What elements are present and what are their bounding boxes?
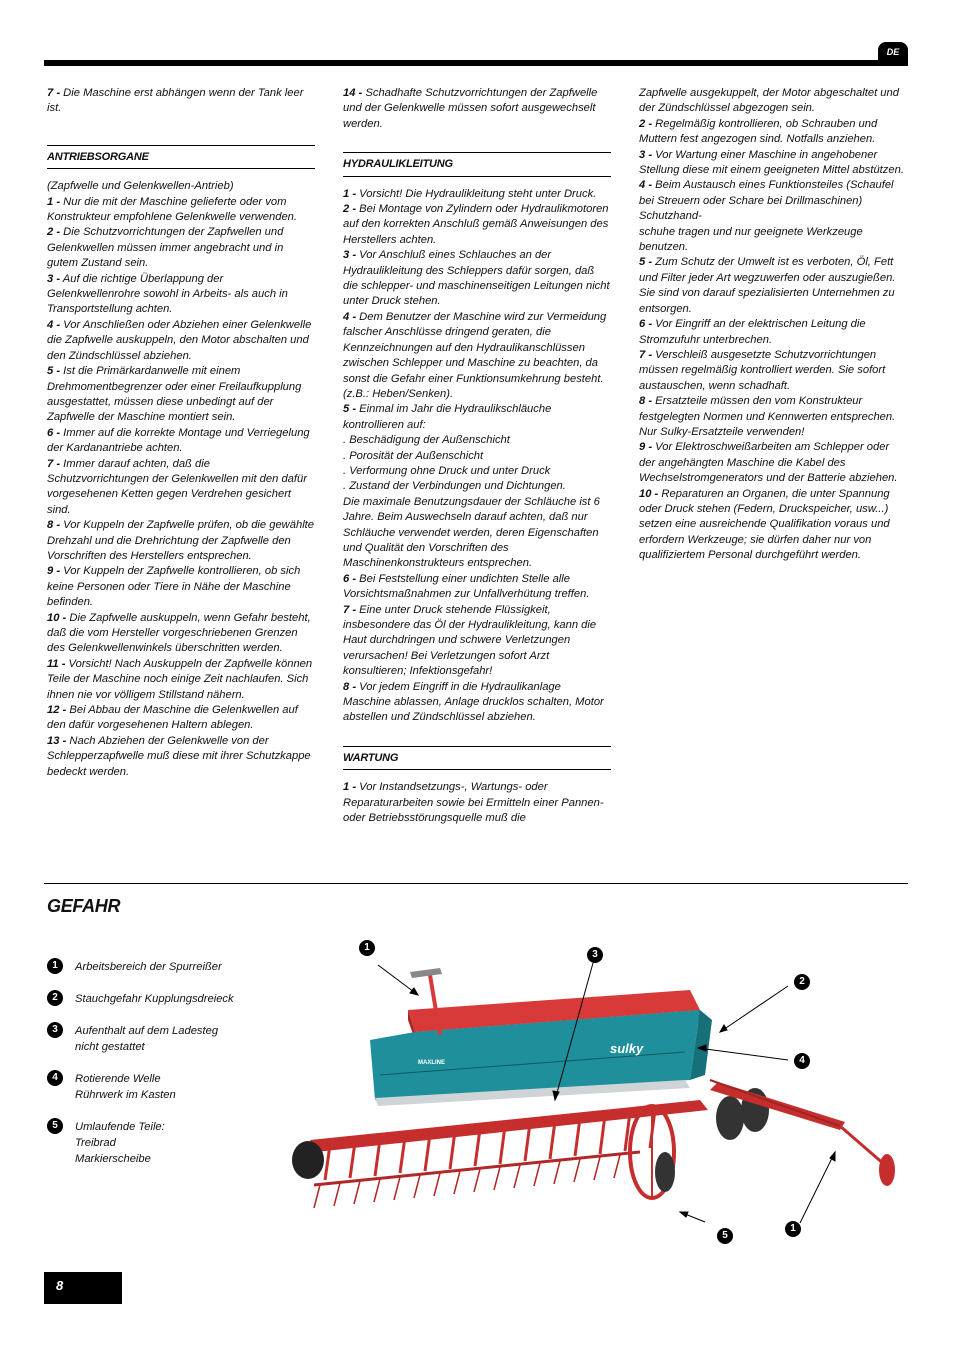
list-item: 3 - Vor Wartung einer Maschine in angehobener Stellung diese mit einem geeigneten Mittel abstützen.	[639, 148, 904, 177]
callout-1-marker-right: 1	[785, 1221, 801, 1237]
list-item: 7 - Eine unter Druck stehende Flüssigkeit, insbesondere das Öl der Hydraulikleitung, kann die Haut durchdringen und schwere Verletzungen verursachen! Bei Verletzungen sofort Arzt konsultieren; Infektionsgefahr!	[343, 603, 597, 678]
page-number: 8	[44, 1272, 122, 1304]
list-item: 4 - Dem Benutzer der Maschine wird zur Vermeidung falscher Anschlüsse dringend geraten, die Kennzeichnungen auf den Hydraulikanschlüssen zwischen Schlepper und Maschine zu beachten, da sonst die Gefahr einer Funktionsumkehrung besteht. (z.B.: Heben/Senken).	[343, 310, 607, 400]
check-item: . Verformung ohne Druck und unter Druck	[343, 464, 551, 477]
wartung-list-2	[639, 255, 907, 563]
legend-text: Aufenthalt auf dem Ladesteg nicht gestattet	[75, 1025, 219, 1053]
list-item: 5 - Ist die Primärkardanwelle mit einem Drehmomentbegrenzer oder einer Freilaufkupplung ausgestattet, müssen diese unbedingt auf der Zapfwelle der Maschine montiert sein.	[47, 365, 302, 424]
intro-text: (Zapfwelle und Gelenkwellen-Antrieb)	[47, 180, 234, 193]
check-item: . Beschädigung der Außenschicht	[343, 434, 510, 447]
list-item: 13 - Nach Abziehen der Gelenkwelle von der Schlepperzapfwelle muß diese mit ihrer Schutzkappe bedeckt werden.	[47, 734, 311, 778]
header-rule	[44, 60, 908, 66]
list-item: 5 - Einmal im Jahr die Hydraulikschläuche kontrollieren auf:	[343, 403, 552, 431]
list-item: 5 - Zum Schutz der Umwelt ist es verboten, Öl, Fett und Filter jeder Art wegzuwerfen oder auszugießen. Sie sind von darauf spezialisierten Unternehmen zu entsorgen.	[639, 256, 896, 315]
section-heading-antriebsorgane: ANTRIEBSORGANE	[47, 145, 315, 169]
list-item: 4 - Vor Anschließen oder Abziehen einer Gelenkwelle die Zapfwelle auskuppeln, den Motor abschalten und den Zündschlüssel abziehen.	[47, 318, 312, 362]
legend-number: 5	[47, 1118, 63, 1134]
legend-number: 2	[47, 990, 63, 1006]
list-item: 7 - Immer darauf achten, daß die Schutzvorrichtungen der Gelenkwellen mit den dafür vorgesehenen Ketten gegen Verdrehen gesichert sind.	[47, 457, 307, 516]
column-1	[47, 86, 315, 780]
list-item: 8 - Vor Kuppeln der Zapfwelle prüfen, ob die gewählte Drehzahl und die Drehrichtung der Zapfwelle den Vorschriften des Herstellers entsprechen.	[47, 519, 315, 562]
list-item: 10 - Die Zapfwelle auskuppeln, wenn Gefahr besteht, daß die vom Hersteller vorgeschriebenen Grenzen des Gelenkwellenwinkels überschritten werden.	[47, 611, 311, 655]
column-2	[343, 86, 611, 826]
section-divider	[44, 883, 908, 884]
list-item: 2 - Regelmäßig kontrollieren, ob Schrauben und Muttern fest angezogen sind. Notfalls anziehen.	[639, 117, 878, 146]
legend-text: Umlaufende Teile: Treibrad Markierscheibe	[75, 1121, 165, 1165]
list-item: 12 - Bei Abbau der Maschine die Gelenkwellen auf den dafür vorgesehenen Haltern ablegen.	[47, 704, 298, 732]
list-item: 2 - Bei Montage von Zylindern oder Hydraulikmotoren auf den korrekten Anschluß gemäß Anweisungen des Herstellers achten.	[343, 203, 609, 246]
gefahr-heading: GEFAHR	[47, 896, 121, 916]
list-item: 1 - Vorsicht! Die Hydraulikleitung steht unter Druck.	[343, 187, 597, 200]
list-item: 2 - Die Schutzvorrichtungen der Zapfwellen und Gelenkwellen müssen immer angebracht und in gutem Zustand sein.	[47, 226, 284, 270]
legend-text: Arbeitsbereich der Spurreißer	[75, 961, 222, 973]
antriebsorgane-list	[47, 195, 315, 780]
callout-1-marker: 1	[359, 940, 375, 956]
section-heading-wartung: WARTUNG	[343, 746, 611, 770]
check-item: . Porosität der Außenschicht	[343, 449, 484, 462]
brand-label: sulky	[610, 1041, 644, 1056]
lifetime-text: Die maximale Benutzungsdauer der Schläuche ist 6 Jahre. Beim Auswechseln darauf achten, daß nur Schläuche verwendet werden, deren Eigenschaften und Qualität den Vorschriften des Maschinenkonstrukteurs entsprechen.	[343, 495, 600, 570]
seed-drill-illustration	[280, 940, 910, 1250]
callout-3-loading-board: 3	[587, 947, 603, 963]
list-item: 10 - Reparaturen an Organen, die unter Spannung oder Druck stehen (Federn, Druckspeicher, usw...) setzen eine ausreichende Qualifikation voraus und erfordern Werkzeuge; sie dürfen daher nur von qualifiziertem Personal durchgeführt werden.	[639, 487, 890, 562]
wartung-4-continued: schuhe tragen und nur geeignete Werkzeuge benutzen.	[639, 225, 863, 254]
hydraulik-list-2	[343, 572, 611, 726]
list-item: 3 - Auf die richtige Überlappung der Gelenkwellenrohre sowohl in Arbeits- als auch in Transportstellung achten.	[47, 272, 288, 316]
hydraulik-list	[343, 187, 611, 434]
legend-number: 3	[47, 1022, 63, 1038]
list-item: 1 - Nur die mit der Maschine gelieferte oder vom Konstrukteur empfohlene Gelenkwelle verwenden.	[47, 195, 297, 224]
section-heading-hydraulikleitung: HYDRAULIKLEITUNG	[343, 152, 611, 176]
language-badge: DE	[878, 42, 908, 62]
wartung-continued: Zapfwelle ausgekuppelt, der Motor abgeschaltet und der Zündschlüssel abgezogen sein.	[639, 87, 899, 115]
legend-text: Rotierende Welle Rührwerk im Kasten	[75, 1073, 176, 1101]
legend-number: 1	[47, 958, 63, 974]
legend-text: Stauchgefahr Kupplungsdreieck	[75, 993, 234, 1005]
hydraulik-checklist	[343, 433, 611, 495]
legend-number: 4	[47, 1070, 63, 1086]
list-item: 9 - Vor Elektroschweißarbeiten am Schlepper oder der angehängten Maschine die Kabel des Wechselstromgenerators und der Batterie abziehen.	[639, 441, 898, 485]
list-item: 8 - Vor jedem Eingriff in die Hydraulikanlage Maschine ablassen, Anlage drucklos schalten, Motor abstellen und Zündschlüssel abziehen.	[343, 680, 604, 724]
list-item: 6 - Immer auf die korrekte Montage und Verriegelung der Kardanantriebe achten.	[47, 426, 310, 455]
wartung-list	[639, 117, 907, 225]
model-label: MAXLINE	[418, 1060, 445, 1066]
paragraph-14: 14 - Schadhafte Schutzvorrichtungen der Zapfwelle und der Gelenkwelle müssen sofort ausgewechselt werden.	[343, 87, 598, 130]
callout-5-rotating-parts: 5	[717, 1228, 733, 1244]
check-item: . Zustand der Verbindungen und Dichtungen.	[343, 480, 566, 493]
callout-4-shaft: 4	[794, 1053, 810, 1069]
list-item: 3 - Vor Anschluß eines Schlauches an der Hydraulikleitung des Schleppers dafür sorgen, daß die schlepper- und maschinenseitigen Leitungen nicht unter Druck stehen.	[343, 249, 610, 308]
paragraph-7: 7 - Die Maschine erst abhängen wenn der Tank leer ist.	[47, 87, 304, 115]
list-item: 8 - Ersatzteile müssen den vom Konstrukteur festgelegten Normen und Kennwerten entsprechen. Nur Sulky-Ersatzteile verwenden!	[639, 395, 896, 438]
column-3	[639, 86, 907, 564]
wartung-1: 1 - Vor Instandsetzungs-, Wartungs- oder Reparaturarbeiten sowie bei Ermitteln einer Pannen- oder Betriebsstörungsquelle muß die	[343, 781, 604, 825]
list-item: 6 - Bei Feststellung einer undichten Stelle alle Vorsichtsmaßnahmen zur Unfallverhütung treffen.	[343, 572, 590, 601]
callout-2-coupling: 2	[794, 974, 810, 990]
list-item: 9 - Vor Kuppeln der Zapfwelle kontrollieren, ob sich keine Personen oder Tiere in Nähe der Maschine befinden.	[47, 565, 301, 609]
list-item: 7 - Verschleiß ausgesetzte Schutzvorrichtungen müssen regelmäßig kontrolliert werden. Sie sofort austauschen, wenn schadhaft.	[639, 348, 886, 392]
list-item: 11 - Vorsicht! Nach Auskuppeln der Zapfwelle können Teile der Maschine noch einige Zeit nachlaufen. Sich ihnen nie vor völligem Stillstand nähern.	[47, 657, 313, 701]
list-item: 6 - Vor Eingriff an der elektrischen Leitung die Stromzufuhr unterbrechen.	[639, 318, 866, 346]
list-item: 4 - Beim Austausch eines Funktionsteiles (Schaufel bei Streuern oder Schare bei Drillmaschinen) Schutzhand-	[639, 179, 894, 223]
